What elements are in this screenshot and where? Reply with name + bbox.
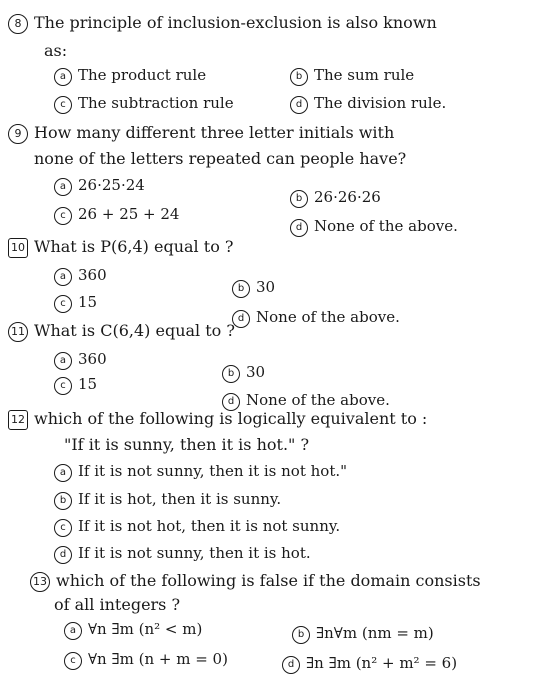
option-marker: c — [54, 377, 72, 395]
option-10b[interactable] — [232, 278, 275, 298]
option-marker: a — [64, 622, 82, 640]
option-8a[interactable] — [54, 66, 206, 86]
option-marker: b — [292, 626, 310, 644]
option-marker: c — [64, 652, 82, 670]
option-8d[interactable] — [290, 94, 446, 114]
option-marker: d — [54, 546, 72, 564]
option-text: If it is not hot, then it is not sunny. — [78, 517, 341, 535]
option-13b[interactable] — [292, 624, 434, 644]
option-marker: b — [290, 68, 308, 86]
option-12b[interactable] — [54, 490, 281, 510]
option-text: The product rule — [78, 66, 207, 84]
option-marker: a — [54, 68, 72, 86]
option-text: 26·25·24 — [78, 176, 145, 194]
option-marker: a — [54, 464, 72, 482]
option-text: None of the above. — [246, 391, 390, 409]
option-10a[interactable] — [54, 266, 107, 286]
option-text: 26 + 25 + 24 — [78, 205, 180, 223]
question-8-text-line1: The principle of inclusion-exclusion is also known — [34, 13, 437, 32]
option-13d[interactable] — [282, 654, 457, 674]
option-text: 30 — [256, 278, 276, 296]
option-marker: c — [54, 96, 72, 114]
question-number-12: 12 — [8, 410, 28, 430]
option-text: ∀n ∃m (n² < m) — [88, 620, 203, 638]
question-11-text-line1: What is C(6,4) equal to ? — [34, 321, 235, 340]
option-9c[interactable] — [54, 205, 179, 225]
option-marker: b — [290, 190, 308, 208]
option-text: 15 — [78, 375, 98, 393]
option-11d[interactable] — [222, 391, 390, 411]
option-8b[interactable] — [290, 66, 414, 86]
option-12a[interactable] — [54, 462, 347, 482]
option-marker: c — [54, 295, 72, 313]
option-text: 30 — [246, 363, 266, 381]
option-9a[interactable] — [54, 176, 145, 196]
question-10-text-line1: What is P(6,4) equal to ? — [34, 237, 234, 256]
question-13-text-line1: which of the following is false if the domain consists — [56, 571, 481, 590]
option-10d[interactable] — [232, 308, 400, 328]
option-marker: d — [222, 393, 240, 411]
option-text: 360 — [78, 350, 107, 368]
question-13 — [30, 572, 481, 592]
option-text: 360 — [78, 266, 107, 284]
option-text: The subtraction rule — [78, 94, 234, 112]
option-text: ∃n∀m (nm = m) — [316, 624, 434, 642]
option-text: ∀n ∃m (n + m = 0) — [88, 650, 228, 668]
option-text: 15 — [78, 293, 98, 311]
option-marker: d — [282, 656, 300, 674]
question-12 — [8, 410, 427, 430]
question-number-11: 11 — [8, 322, 28, 342]
option-13c[interactable] — [64, 650, 228, 670]
option-11a[interactable] — [54, 350, 107, 370]
option-marker: b — [232, 280, 250, 298]
option-9d[interactable] — [290, 217, 458, 237]
option-8c[interactable] — [54, 94, 234, 114]
option-text: The division rule. — [314, 94, 447, 112]
question-8-text-line2: as: — [44, 41, 68, 60]
option-marker: a — [54, 352, 72, 370]
question-number-9: 9 — [8, 124, 28, 144]
question-12-text-line1: which of the following is logically equivalent to : — [34, 409, 428, 428]
option-12c[interactable] — [54, 517, 340, 537]
question-9-text-line2: none of the letters repeated can people have? — [34, 149, 407, 168]
question-12-text-line2: "If it is sunny, then it is hot." ? — [64, 435, 310, 454]
option-text: None of the above. — [256, 308, 400, 326]
option-marker: d — [232, 310, 250, 328]
option-marker: b — [54, 492, 72, 510]
option-text: None of the above. — [314, 217, 458, 235]
option-text: If it is not sunny, then it is not hot." — [78, 462, 348, 480]
option-13a[interactable] — [64, 620, 202, 640]
option-marker: a — [54, 268, 72, 286]
option-12d[interactable] — [54, 544, 311, 564]
option-marker: b — [222, 365, 240, 383]
option-9b[interactable] — [290, 188, 381, 208]
question-10 — [8, 238, 233, 258]
question-number-13: 13 — [30, 572, 50, 592]
question-number-10: 10 — [8, 238, 28, 258]
question-9-text-line1: How many different three letter initials with — [34, 123, 395, 142]
question-13-text-line2: of all integers ? — [54, 595, 181, 614]
question-number-8: 8 — [8, 14, 28, 34]
option-marker: d — [290, 219, 308, 237]
option-text: The sum rule — [314, 66, 415, 84]
option-marker: c — [54, 207, 72, 225]
option-text: ∃n ∃m (n² + m² = 6) — [306, 654, 458, 672]
question-11 — [8, 322, 235, 342]
option-text: 26·26·26 — [314, 188, 381, 206]
option-marker: d — [290, 96, 308, 114]
option-text: If it is not sunny, then it is hot. — [78, 544, 311, 562]
option-11b[interactable] — [222, 363, 265, 383]
question-9 — [8, 124, 394, 144]
option-11c[interactable] — [54, 375, 97, 395]
option-10c[interactable] — [54, 293, 97, 313]
option-marker: c — [54, 519, 72, 537]
option-marker: a — [54, 178, 72, 196]
question-8 — [8, 14, 437, 34]
option-text: If it is hot, then it is sunny. — [78, 490, 282, 508]
